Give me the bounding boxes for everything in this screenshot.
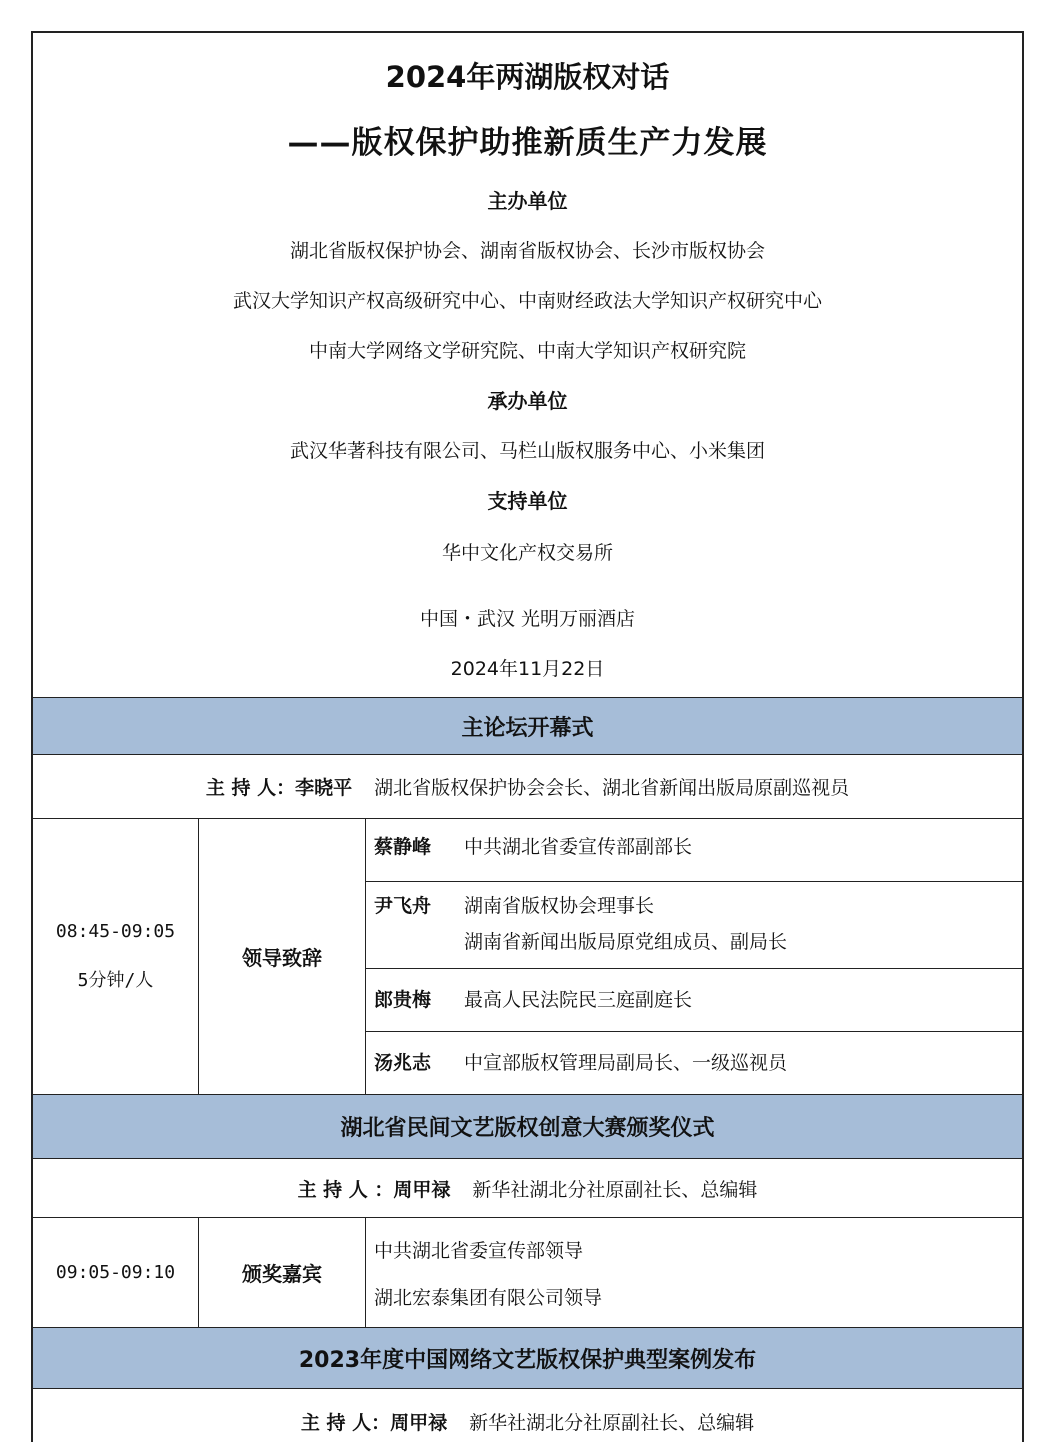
section-cases-title: 2023年度中国网络文艺版权保护典型案例发布 [33,1328,1022,1389]
speaker-title: 湖南省版权协会理事长 [464,895,655,917]
co-organizers-heading: 承办单位 [487,389,568,413]
speaker-title: 湖南省新闻出版局原党组成员、副局长 [464,931,788,953]
section-opening-title: 主论坛开幕式 [33,698,1022,755]
award-host-desc: 新华社湖北分社原副社长、总编辑 [472,1178,758,1201]
opening-time-cell [33,819,199,1094]
award-host-row [33,1159,1022,1218]
speaker-title: 最高人民法院民三庭副庭长 [464,989,693,1011]
award-guest: 中共湖北省委宣传部领导 [374,1239,584,1262]
page-subtitle: ——版权保护助推新质生产力发展 [287,125,768,161]
supporter-line-1: 华中文化产权交易所 [441,542,613,564]
speaker-list [366,819,1022,1094]
opening-host-label: 主 持 人：李晓平 [205,777,353,799]
speaker-title: 中共湖北省委宣传部副部长 [464,836,693,858]
opening-host-desc: 湖北省版权保护协会会长、湖北省新闻出版局原副巡视员 [374,777,850,799]
opening-duration: 5分钟/人 [77,970,154,991]
speaker-name: 尹飞舟 [374,895,432,917]
award-guest-list [366,1218,1022,1327]
supporters-heading: 支持单位 [487,489,568,513]
speaker-row [366,819,1022,882]
organizers-heading: 主办单位 [487,189,568,213]
speaker-row [366,969,1022,1032]
award-role: 颁奖嘉宾 [199,1218,366,1327]
speaker-title: 中宣部版权管理局副局长、一级巡视员 [464,1052,788,1074]
speaker-row [366,882,1022,969]
award-schedule-row [33,1218,1022,1328]
award-guest: 湖北宏泰集团有限公司领导 [374,1286,603,1309]
award-host-label: 主 持 人 ：周甲禄 [297,1178,451,1201]
cases-host-label: 主 持 人：周甲禄 [300,1411,448,1434]
organizer-line-1: 湖北省版权保护协会、湖南省版权协会、长沙市版权协会 [289,240,765,262]
agenda-sheet [31,31,1024,1442]
speaker-name: 郎贵梅 [374,989,432,1011]
speaker-name: 汤兆志 [374,1052,432,1074]
cases-host-desc: 新华社湖北分社原副社长、总编辑 [469,1411,755,1434]
organizer-line-2: 武汉大学知识产权高级研究中心、中南财经政法大学知识产权研究中心 [232,290,822,312]
venue: 中国・武汉 光明万丽酒店 [419,608,636,630]
speaker-row [366,1032,1022,1094]
award-time: 09:05-09:10 [33,1218,199,1327]
opening-schedule-row [33,819,1022,1095]
organizer-line-3: 中南大学网络文学研究院、中南大学知识产权研究院 [308,340,746,362]
speaker-name: 蔡静峰 [374,836,432,858]
opening-host-row [33,755,1022,819]
cases-host-row [33,1389,1022,1453]
opening-role: 领导致辞 [199,819,366,1094]
agenda-header [33,33,1022,698]
event-date: 2024年11月22日 [450,658,605,680]
page-title: 2024年两湖版权对话 [385,60,670,94]
section-award-title: 湖北省民间文艺版权创意大赛颁奖仪式 [33,1095,1022,1159]
co-organizer-line-1: 武汉华著科技有限公司、马栏山版权服务中心、小米集团 [289,440,765,462]
opening-time: 08:45-09:05 [55,921,176,942]
